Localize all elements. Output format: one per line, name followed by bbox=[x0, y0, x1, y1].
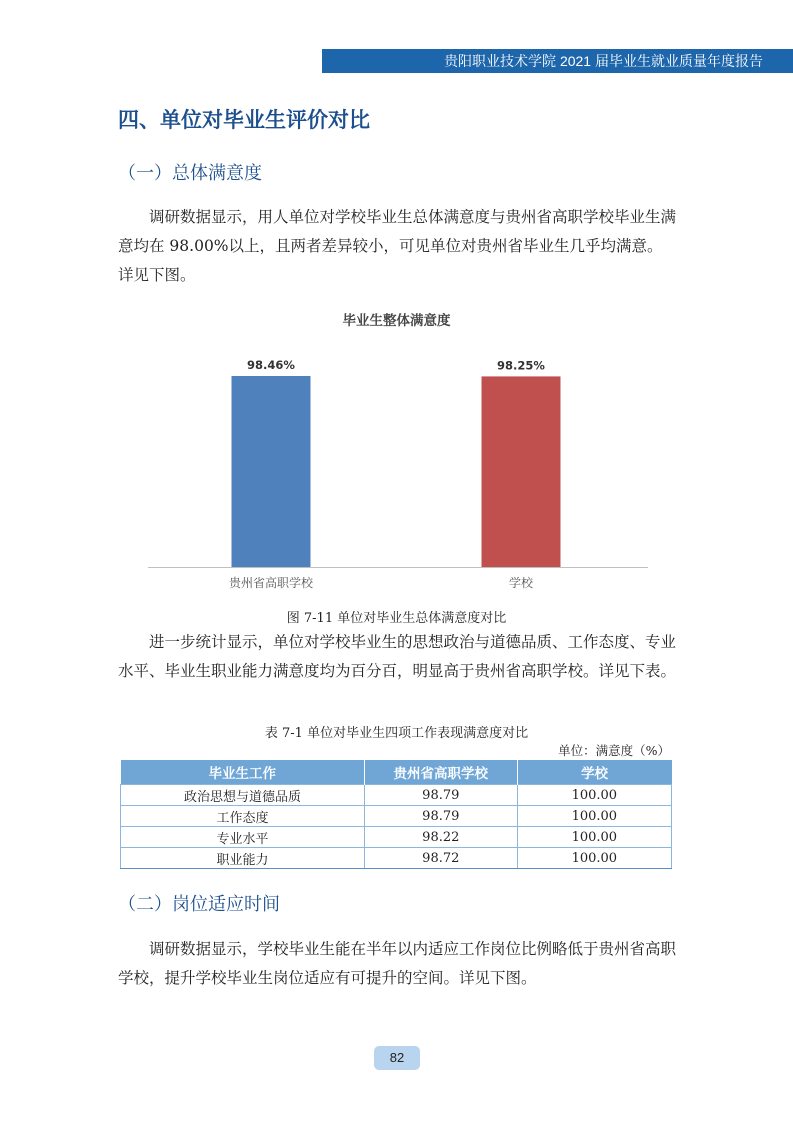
table-cell: 工作态度 bbox=[121, 806, 365, 827]
section-title: 四、单位对毕业生评价对比 bbox=[118, 108, 370, 132]
table-cell: 100.00 bbox=[517, 848, 671, 869]
paragraph-satisfaction: 调研数据显示，用人单位对学校毕业生总体满意度与贵州省高职学校毕业生满意均在 98.00%以上，且两者差异较小，可见单位对贵州省毕业生几乎均满意。详见下图。 bbox=[118, 208, 677, 284]
table-row bbox=[121, 806, 672, 827]
chart-title: 毕业生整体满意度 bbox=[342, 313, 451, 329]
page-number bbox=[374, 1046, 420, 1070]
table-header-cell: 学校 bbox=[517, 760, 671, 785]
table-header-row bbox=[121, 760, 672, 785]
paragraph-adaptation: 调研数据显示，学校毕业生能在半年以内适应工作岗位比例略低于贵州省高职学校，提升学校毕业生岗位适应有可提升的空间。详见下图。 bbox=[118, 940, 677, 987]
category-tick-label: 学校 bbox=[508, 576, 534, 590]
table-cell: 98.22 bbox=[364, 827, 517, 848]
satisfaction-table bbox=[120, 760, 672, 869]
bar bbox=[482, 376, 561, 567]
figure-caption: 图 7-11 单位对毕业生总体满意度对比 bbox=[286, 611, 507, 626]
subsection-title-satisfaction: （一）总体满意度 bbox=[118, 163, 262, 184]
table-row bbox=[121, 827, 672, 848]
paragraph-work-performance: 进一步统计显示，单位对学校毕业生的思想政治与道德品质、工作态度、专业水平、毕业生职业能力满意度均为百分百，明显高于贵州省高职学校。详见下表。 bbox=[118, 633, 677, 680]
table-caption: 表 7-1 单位对毕业生四项工作表现满意度对比 bbox=[264, 726, 529, 741]
report-header-title: 贵阳职业技术学院 2021 届毕业生就业质量年度报告 bbox=[444, 53, 763, 69]
subsection-title-adaptation: （二）岗位适应时间 bbox=[118, 894, 280, 915]
table-cell: 100.00 bbox=[517, 806, 671, 827]
table-cell: 98.79 bbox=[364, 785, 517, 806]
table-header-cell: 贵州省高职学校 bbox=[364, 760, 517, 785]
table-cell: 100.00 bbox=[517, 827, 671, 848]
category-tick-label: 贵州省高职学校 bbox=[228, 576, 314, 590]
table-cell: 98.79 bbox=[364, 806, 517, 827]
table-cell: 100.00 bbox=[517, 785, 671, 806]
bar-data-label: 98.25% bbox=[497, 358, 545, 373]
bar bbox=[232, 376, 311, 567]
table-row bbox=[121, 785, 672, 806]
bar-data-label: 98.46% bbox=[247, 358, 295, 372]
table-cell: 98.72 bbox=[364, 848, 517, 869]
page-number-text: 82 bbox=[389, 1050, 405, 1065]
table-cell: 专业水平 bbox=[121, 827, 365, 848]
table-cell: 政治思想与道德品质 bbox=[121, 785, 365, 806]
table-row bbox=[121, 848, 672, 869]
table-header-cell: 毕业生工作 bbox=[121, 760, 365, 785]
table-cell: 职业能力 bbox=[121, 848, 365, 869]
table-unit-label: 单位：满意度（%） bbox=[558, 743, 670, 758]
